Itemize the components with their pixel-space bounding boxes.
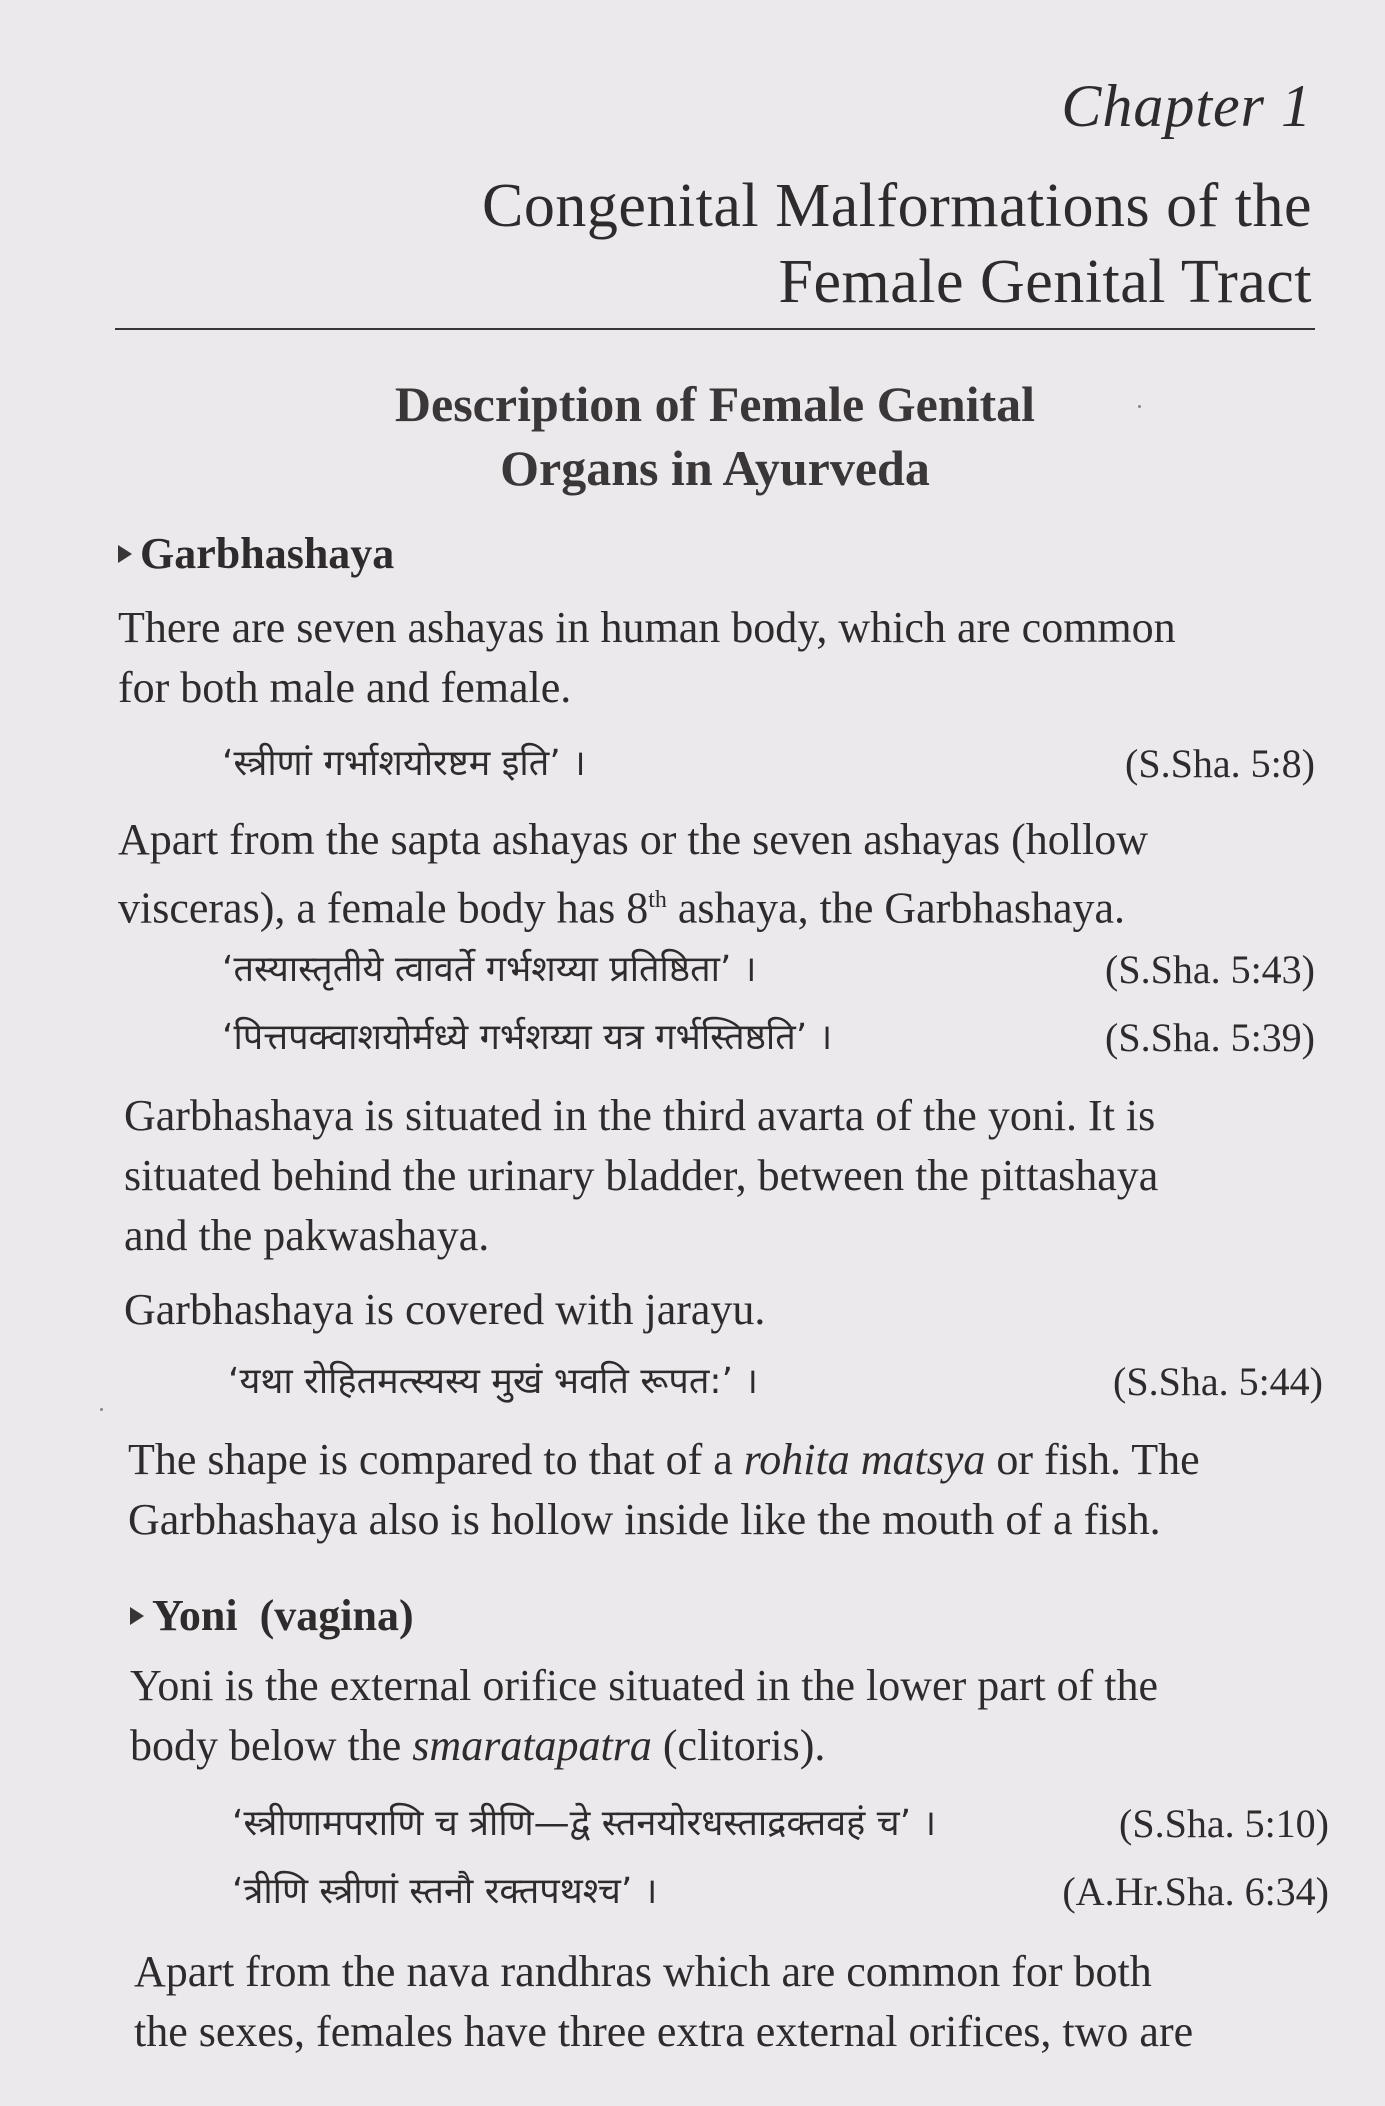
paragraph-line: Yoni is the external orifice situated in the lower part of the [130, 1661, 1159, 1710]
paragraph-line: the sexes, females have three extra external orifices, two are [134, 2007, 1194, 2056]
paragraph-line [130, 1716, 1340, 1776]
sanskrit-quote: ‘स्त्रीणां गर्भाशयोरष्टम इति’ । [222, 743, 586, 784]
section-heading [280, 372, 1150, 500]
paragraph-line: Apart from the nava randhras which are common for both [134, 1947, 1152, 1996]
paragraph-line: There are seven ashayas in human body, which are common [118, 603, 1176, 652]
text-span: (clitoris). [651, 1721, 826, 1770]
chapter-label: Chapter 1 [1061, 73, 1312, 139]
chapter-title-line-1: Congenital Malformations of the [482, 172, 1312, 240]
subheading-garbhashaya-text: Garbhashaya [140, 529, 395, 578]
paragraph-line: situated behind the urinary bladder, between the pittashaya [124, 1151, 1159, 1200]
paragraph-seven-ashayas [118, 598, 1318, 718]
italic-term: rohita matsya [743, 1435, 986, 1484]
italic-term: smaratapatra [412, 1721, 652, 1770]
citation: (S.Sha. 5:44) [1113, 1359, 1323, 1404]
triangle-bullet-icon [130, 1607, 144, 1625]
title-divider [115, 328, 1315, 330]
paragraph-line: Garbhashaya also is hollow inside like the mouth of a fish. [128, 1495, 1161, 1544]
subheading-yoni [130, 1590, 414, 1641]
sanskrit-quote: ‘यथा रोहितमत्स्यस्य मुखं भवति रूपत:’ । [228, 1361, 758, 1402]
text-span: visceras), a female body has 8 [118, 883, 649, 933]
paragraph-line [118, 870, 1328, 939]
text-span: ashaya, the Garbhashaya. [666, 883, 1126, 933]
citation: (S.Sha. 5:8) [1125, 741, 1315, 786]
sanskrit-quote: ‘स्त्रीणामपराणि च त्रीणि—द्वे स्तनयोरधस्ताद्रक्तवहं च’ । [232, 1803, 937, 1844]
paragraph-sapta-ashayas [118, 810, 1328, 939]
paper-speck [100, 1408, 103, 1411]
paragraph-line: and the pakwashaya. [124, 1211, 490, 1260]
text-span: The shape is compared to that of a [128, 1435, 744, 1484]
superscript: th [648, 887, 667, 913]
paragraph-third-avarta [124, 1086, 1334, 1266]
section-heading-line-2: Organs in Ayurveda [500, 440, 930, 496]
subheading-yoni-text: Yoni (vagina) [152, 1591, 414, 1640]
paragraph-nava-randhras [134, 1942, 1344, 2062]
paragraph-line: Garbhashaya is situated in the third avarta of the yoni. It is [124, 1091, 1156, 1140]
section-heading-line-1: Description of Female Genital [394, 376, 1036, 432]
text-span: body below the [130, 1721, 413, 1770]
subheading-garbhashaya [118, 528, 394, 579]
paragraph-line: Apart from the sapta ashayas or the seven ashayas (hollow [118, 815, 1149, 864]
paragraph-rohita-matsya [128, 1430, 1338, 1550]
paragraph-yoni-orifice [130, 1656, 1340, 1776]
paragraph-line: for both male and female. [118, 663, 572, 712]
citation: (A.Hr.Sha. 6:34) [1062, 1869, 1329, 1914]
paper-speck [1138, 405, 1141, 408]
paragraph-jarayu: Garbhashaya is covered with jarayu. [124, 1285, 766, 1334]
chapter-title [312, 168, 1312, 320]
sanskrit-quote: ‘तस्यास्तृतीये त्वावर्ते गर्भशय्या प्रतिष्ठिता’ । [222, 949, 757, 990]
citation: (S.Sha. 5:10) [1119, 1801, 1329, 1846]
citation: (S.Sha. 5:39) [1105, 1015, 1315, 1060]
text-span: or fish. The [985, 1435, 1200, 1484]
citation: (S.Sha. 5:43) [1105, 947, 1315, 992]
chapter-title-line-2: Female Genital Tract [778, 248, 1312, 316]
sanskrit-quote: ‘पित्तपक्वाशयोर्मध्ये गर्भशय्या यत्र गर्भस्तिष्ठति’ । [222, 1017, 833, 1058]
paragraph-line [128, 1430, 1338, 1490]
sanskrit-quote: ‘त्रीणि स्त्रीणां स्तनौ रक्तपथश्च’ । [232, 1871, 658, 1912]
triangle-bullet-icon [118, 545, 132, 563]
